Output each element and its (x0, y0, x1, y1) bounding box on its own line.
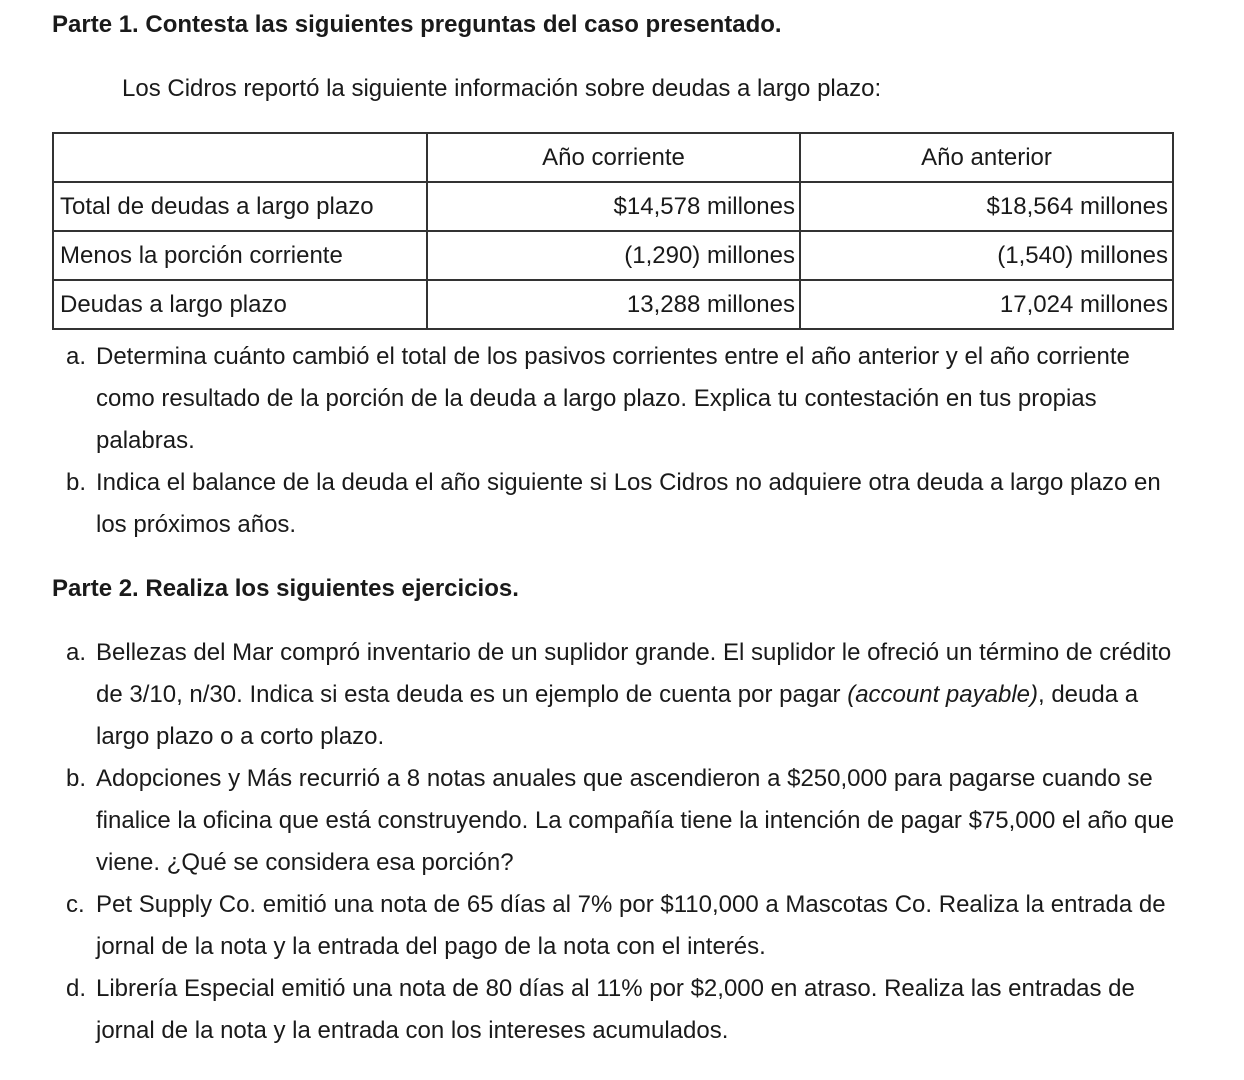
part1-heading: Parte 1. Contesta las siguientes preguntas del caso presentado. (52, 11, 782, 38)
item-text-italic: (account payable) (847, 681, 1038, 708)
item-text (96, 632, 1186, 758)
item-text-part: , deuda a largo plazo o a corto plazo. (96, 681, 1139, 750)
item-marker: d. (66, 975, 87, 1002)
list-item (66, 758, 1186, 884)
item-marker: a. (66, 639, 87, 666)
part1-question-list (66, 336, 1186, 546)
row-label: Deudas a largo plazo (53, 280, 427, 329)
debt-table (52, 132, 1174, 330)
part2-exercise-list (66, 632, 1186, 1052)
item-text: Adopciones y Más recurrió a 8 notas anuales que ascendieron a $250,000 para pagarse cuando se finalice la oficina que está construyendo. La compañía tiene la intención de pagar $75,000 el año que viene. ¿Qué se considera esa porción? (96, 765, 1175, 876)
previous-year-value: 17,024 millones (800, 280, 1173, 329)
list-item (66, 884, 1186, 968)
list-item (66, 632, 1186, 758)
part2-heading: Parte 2. Realiza los siguientes ejercicios. (52, 575, 519, 602)
table-row (53, 231, 1173, 280)
list-item (66, 968, 1186, 1052)
item-text-part: Bellezas del Mar compró inventario de un suplidor grande. El suplidor le ofreció un término de crédito de 3/10, n/30. Indica si esta deuda es un ejemplo de cuenta por pagar (96, 639, 1172, 708)
list-item (66, 462, 1186, 546)
table-row (53, 182, 1173, 231)
row-label: Total de deudas a largo plazo (53, 182, 427, 231)
current-year-value: 13,288 millones (427, 280, 800, 329)
row-label: Menos la porción corriente (53, 231, 427, 280)
previous-year-value: (1,540) millones (800, 231, 1173, 280)
item-marker: c. (66, 891, 85, 918)
item-text: Pet Supply Co. emitió una nota de 65 días al 7% por $110,000 a Mascotas Co. Realiza la entrada de jornal de la nota y la entrada del pago de la nota con el interés. (96, 891, 1166, 960)
previous-year-value: $18,564 millones (800, 182, 1173, 231)
table-header-previous-year: Año anterior (800, 133, 1173, 182)
item-marker: b. (66, 469, 87, 496)
table-header-current-year: Año corriente (427, 133, 800, 182)
item-text: Determina cuánto cambió el total de los pasivos corrientes entre el año anterior y el año corriente como resultado de la porción de la deuda a largo plazo. Explica tu contestación en tus propias palabras. (96, 343, 1130, 454)
table-header-row (53, 133, 1173, 182)
part1-intro: Los Cidros reportó la siguiente información sobre deudas a largo plazo: (122, 75, 882, 102)
list-item (66, 336, 1186, 462)
table-row (53, 280, 1173, 329)
item-marker: b. (66, 765, 87, 792)
item-marker: a. (66, 343, 87, 370)
table-header-empty (53, 133, 427, 182)
item-text: Librería Especial emitió una nota de 80 días al 11% por $2,000 en atraso. Realiza las entradas de jornal de la nota y la entrada con los intereses acumulados. (96, 975, 1135, 1044)
current-year-value: $14,578 millones (427, 182, 800, 231)
current-year-value: (1,290) millones (427, 231, 800, 280)
item-text: Indica el balance de la deuda el año siguiente si Los Cidros no adquiere otra deuda a largo plazo en los próximos años. (96, 469, 1161, 538)
